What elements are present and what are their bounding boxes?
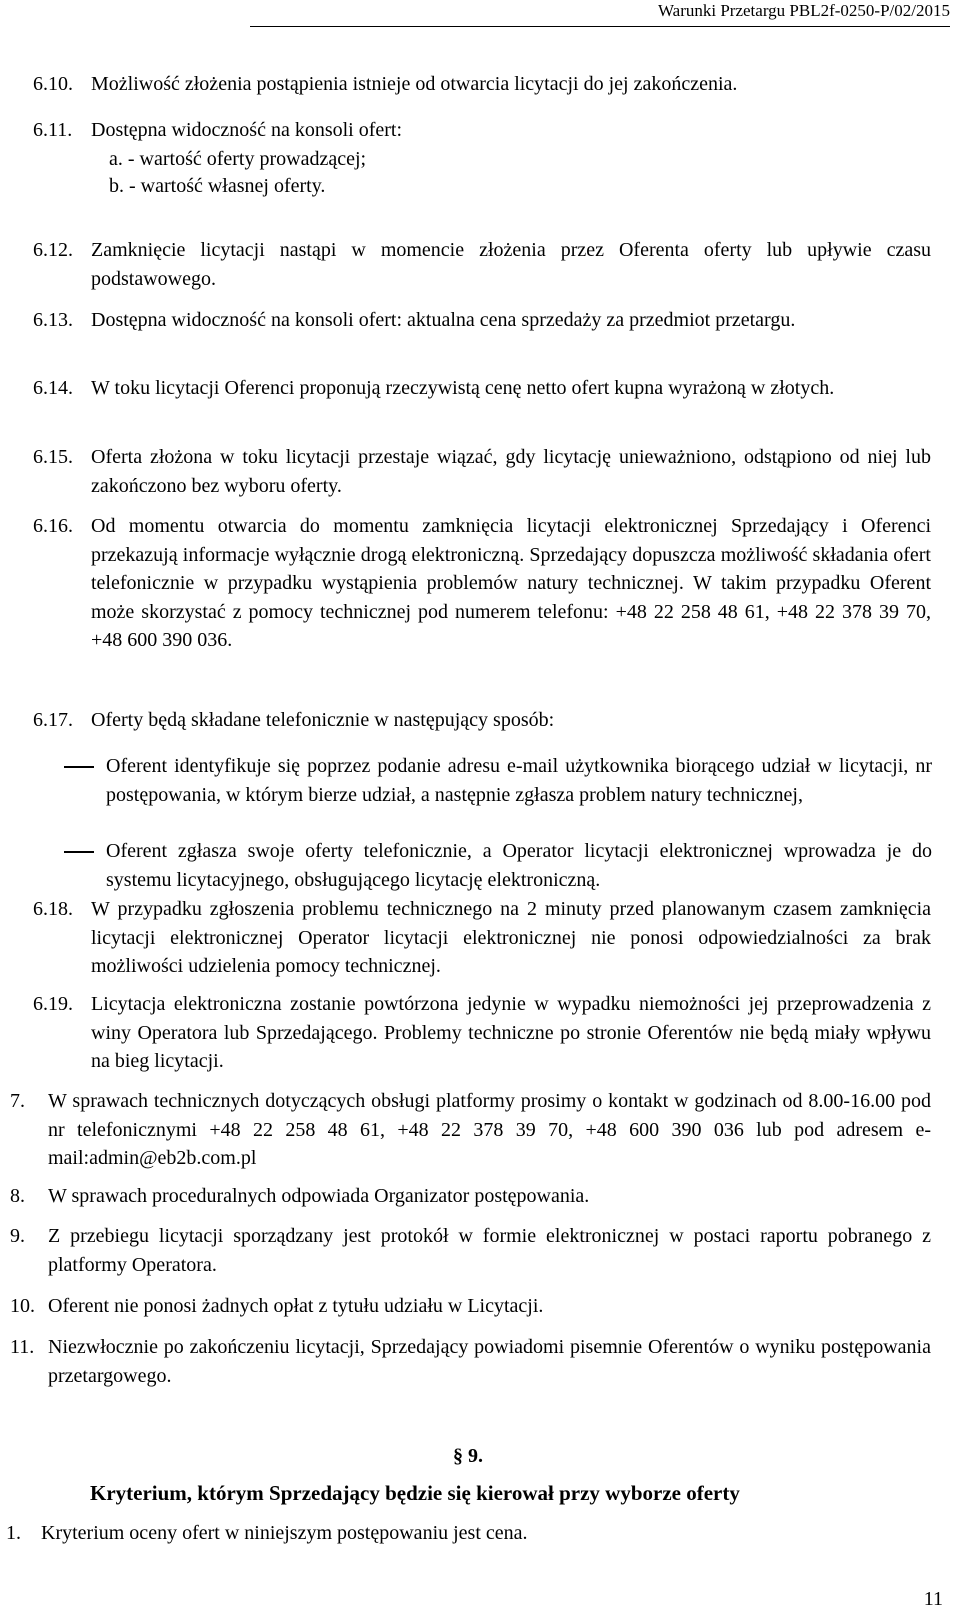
item-8-number: 8. bbox=[10, 1185, 25, 1207]
item-6-17-number: 6.17. bbox=[33, 709, 73, 731]
bullet-item-1: Oferent identyfikuje się poprzez podanie adresu e-mail użytkownika biorącego udział w licytacji, nr postępowania, w którym bierze udział, a następnie zgłasza problem natury technicznej, bbox=[106, 755, 932, 806]
item-7-number: 7. bbox=[10, 1090, 25, 1112]
item-6-16-number: 6.16. bbox=[33, 515, 73, 537]
item-9-text: Z przebiegu licytacji sporządzany jest protokół w formie elektronicznej w postaci raportu pobranego z platformy Operatora. bbox=[48, 1225, 931, 1276]
item-8-text: W sprawach proceduralnych odpowiada Organizator postępowania. bbox=[48, 1185, 590, 1207]
item-6-16-text: Od momentu otwarcia do momentu zamknięcia licytacji elektronicznej Sprzedający i Oferenci przekazują informacje wyłącznie drogą elektroniczną. Sprzedający dopuszcza możliwość składania ofert telefonicznie w przypadku wystąpienia problemów natury technicznej. W takim przypadku Oferent może skorzystać z pomocy technicznej pod numerem telefonu: +48 22 258 48 61, +48 22 378 39 70, +48 600 390 036. bbox=[91, 515, 931, 651]
item-6-11-a: a. - wartość oferty prowadzącej; bbox=[109, 148, 367, 170]
criterion-text: Kryterium oceny ofert w niniejszym postępowaniu jest cena. bbox=[41, 1522, 528, 1544]
item-6-14-number: 6.14. bbox=[33, 377, 73, 399]
bullet-dash bbox=[64, 851, 94, 853]
item-6-14-text: W toku licytacji Oferenci proponują rzeczywistą cenę netto ofert kupna wyrażoną w złotych. bbox=[91, 377, 835, 399]
item-6-11-text: Dostępna widoczność na konsoli ofert: bbox=[91, 119, 403, 141]
item-11-text: Niezwłocznie po zakończeniu licytacji, Sprzedający powiadomi pisemnie Oferentów o wyniku postępowania przetargowego. bbox=[48, 1336, 931, 1387]
item-6-10-text: Możliwość złożenia postąpienia istnieje od otwarcia licytacji do jej zakończenia. bbox=[91, 73, 738, 95]
criterion-number: 1. bbox=[6, 1522, 21, 1544]
item-7-text: W sprawach technicznych dotyczących obsługi platformy prosimy o kontakt w godzinach od 8.00-16.00 pod nr telefonicznymi +48 22 258 48 61, +48 22 378 39 70, +48 600 390 036 lub pod adresem e-mail:admin@eb2b.com.pl bbox=[48, 1090, 931, 1169]
item-6-19-number: 6.19. bbox=[33, 993, 73, 1015]
page-number: 11 bbox=[923, 1588, 943, 1610]
item-6-15-text: Oferta złożona w toku licytacji przestaje wiązać, gdy licytację unieważniono, odstąpiono od niej lub zakończono bez wyboru oferty. bbox=[91, 446, 931, 497]
item-6-18-number: 6.18. bbox=[33, 898, 73, 920]
item-10-number: 10. bbox=[10, 1295, 35, 1317]
item-6-13-number: 6.13. bbox=[33, 309, 73, 331]
item-6-18-text: W przypadku zgłoszenia problemu technicznego na 2 minuty przed planowanym czasem zamknięcia licytacji elektronicznej Operator licytacji elektronicznej nie ponosi odpowiedzialności za brak możliwości udzielenia pomocy technicznej. bbox=[91, 898, 931, 977]
item-6-17-text: Oferty będą składane telefonicznie w następujący sposób: bbox=[91, 709, 555, 731]
item-6-11-b: b. - wartość własnej oferty. bbox=[109, 175, 326, 197]
item-9-number: 9. bbox=[10, 1225, 25, 1247]
item-6-11-number: 6.11. bbox=[33, 119, 73, 141]
page-header bbox=[250, 0, 950, 27]
item-6-19-text: Licytacja elektroniczna zostanie powtórzona jedynie w wypadku niemożności jej przeprowadzenia z winy Operatora lub Sprzedającego. Problemy techniczne po stronie Oferentów nie będą miały wpływu na bieg licytacji. bbox=[91, 993, 931, 1072]
item-6-15-number: 6.15. bbox=[33, 446, 73, 468]
item-6-13-text: Dostępna widoczność na konsoli ofert: aktualna cena sprzedaży za przedmiot przetargu. bbox=[91, 309, 796, 331]
item-11-number: 11. bbox=[10, 1336, 35, 1358]
item-6-10-number: 6.10. bbox=[33, 73, 73, 95]
item-6-12-number: 6.12. bbox=[33, 239, 73, 261]
section-title: Kryterium, którym Sprzedający będzie się kierował przy wyborze oferty bbox=[90, 1481, 740, 1505]
bullet-dash bbox=[64, 766, 94, 768]
bullet-item-2: Oferent zgłasza swoje oferty telefonicznie, a Operator licytacji elektronicznej wprowadza je do systemu licytacyjnego, obsługującego licytację elektroniczną. bbox=[106, 840, 932, 891]
item-6-12-text: Zamknięcie licytacji nastąpi w momencie złożenia przez Oferenta oferty lub upływie czasu podstawowego. bbox=[91, 239, 931, 290]
section-number: § 9. bbox=[453, 1445, 483, 1467]
item-10-text: Oferent nie ponosi żadnych opłat z tytułu udziału w Licytacji. bbox=[48, 1295, 544, 1317]
header-title: Warunki Przetargu PBL2f-0250-P/02/2015 bbox=[657, 1, 950, 20]
